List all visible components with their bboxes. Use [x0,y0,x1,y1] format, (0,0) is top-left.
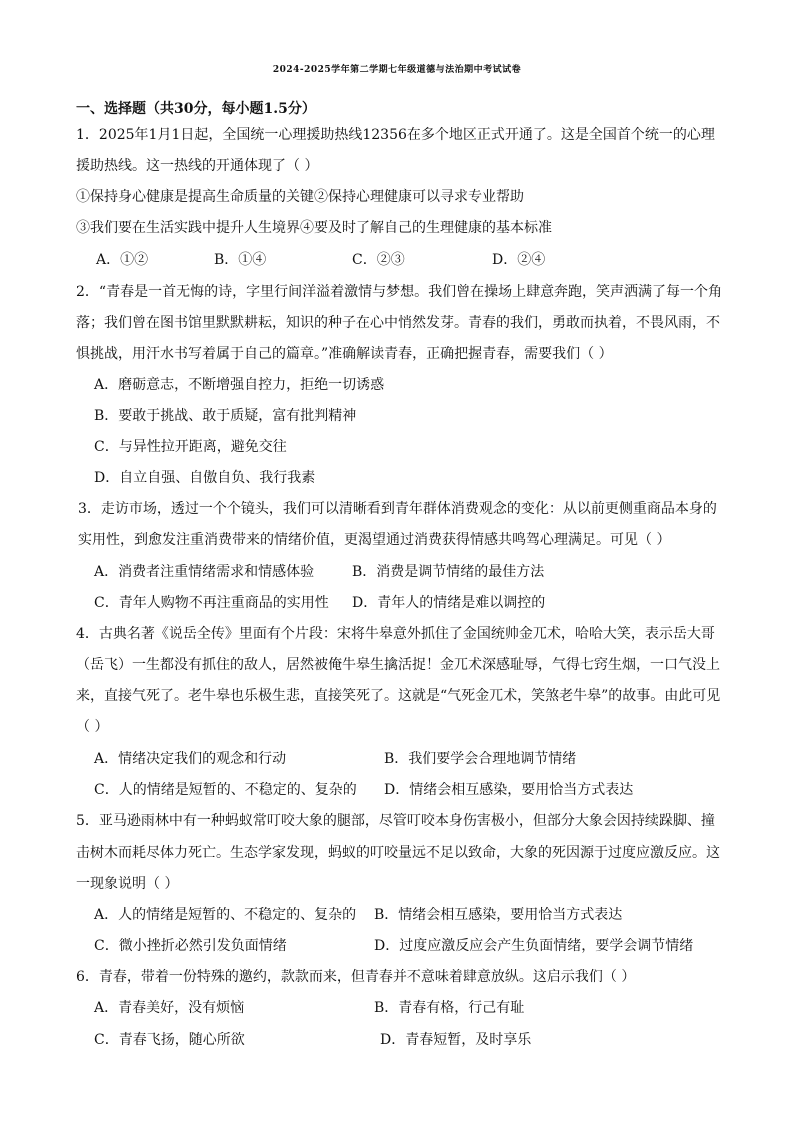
q3-line-1: 3．走访市场，透过一个个镜头，我们可以清晰看到青年群体消费观念的变化：从以前更侧重商品本身的 [78,501,717,517]
q4-line-3: 来，直接气死了。老牛皋也乐极生悲，直接笑死了。这就是“气死金兀术，笑煞老牛皋”的故事。由此可见 [76,688,721,704]
q2-option-a: A．磨砺意志，不断增强自控力，拒绝一切诱惑 [94,377,385,393]
q5-line-1: 5．亚马逊雨林中有一种蚂蚁常叮咬大象的腿部，尽管叮咬本身伤害极小，但部分大象会因持续跺脚、撞 [76,813,715,829]
q5-option-d: D．过度应激反应会产生负面情绪，要学会调节情绪 [374,938,694,954]
q4-line-4: （ ） [76,719,109,735]
q2-option-b: B．要敢于挑战、敢于质疑，富有批判精神 [94,408,357,424]
q3-line-2: 实用性，到愈发注重消费带来的情绪价值，更渴望通过消费获得情感共鸣驾心理满足。可见（ ） [78,532,671,548]
q4-line-1: 4．古典名著《说岳全传》里面有个片段：宋将牛皋意外抓住了金国统帅金兀术，哈哈大笑，表示岳大哥 [76,626,715,642]
q4-option-c: C．人的情绪是短暂的、不稳定的、复杂的 [94,782,357,798]
q3-option-b: B．消费是调节情绪的最佳方法 [352,564,545,580]
q2-option-d: D．自立自强、自傲自负、我行我素 [94,470,316,486]
q1-statement-1-2: ①保持身心健康是提高生命质量的关键②保持心理健康可以寻求专业帮助 [76,189,524,205]
q1-option-c: C．②③ [352,252,405,268]
q1-line-2: 援助热线。这一热线的开通体现了（ ） [76,158,319,174]
q5-option-c: C．微小挫折必然引发负面情绪 [94,938,287,954]
section-heading: 一、选择题（共30分，每小题1.5分） [76,101,316,117]
q2-line-3: 惧挑战，用汗水书写着属于自己的篇章。”准确解读青春，正确把握青春，需要我们（ ） [76,346,613,362]
page-title: 2024-2025学年第二学期七年级道德与法治期中考试试卷 [272,65,522,75]
q1-option-b: B．①④ [214,252,267,268]
q6-option-b: B．青春有格，行己有耻 [374,1000,525,1016]
q1-line-1: 1．2025年1月1日起，全国统一心理援助热线12356在多个地区正式开通了。这是全国首个统一的心理 [76,127,715,143]
q3-option-c: C．青年人购物不再注重商品的实用性 [94,595,329,611]
q6-option-c: C．青春飞扬，随心所欲 [94,1032,245,1048]
q5-option-b: B．情绪会相互感染，要用恰当方式表达 [374,907,623,923]
q1-option-d: D．②④ [492,252,546,268]
q4-option-b: B．我们要学会合理地调节情绪 [384,751,577,767]
q1-option-a: A．①② [96,252,149,268]
q4-line-2: （岳飞）一生都没有抓住的敌人，居然被俺牛皋生擒活捉！金兀术深感耻辱，气得七窍生烟，一口气没上 [76,657,720,673]
q3-option-d: D．青年人的情绪是难以调控的 [352,595,546,611]
q6-option-d: D．青春短暂，及时享乐 [380,1032,532,1048]
q6-line-1: 6．青春，带着一份特殊的邀约，款款而来，但青春并不意味着肆意放纵。这启示我们（ ） [76,969,636,985]
q2-option-c: C．与异性拉开距离，避免交往 [94,439,287,455]
q2-line-2: 落；我们曾在图书馆里默默耕耘，知识的种子在心中悄然发芽。青春的我们，勇敢而执着，不畏风雨，不 [76,315,720,331]
q5-line-3: 一现象说明（ ） [76,876,179,892]
q2-line-1: 2．“青春是一首无悔的诗，字里行间洋溢着激情与梦想。我们曾在操场上肆意奔跑，笑声洒满了每一个角 [76,284,723,300]
q6-option-a: A．青春美好，没有烦恼 [94,1000,245,1016]
q5-line-2: 击树木而耗尽体力死亡。生态学家发现，蚂蚁的叮咬量远不足以致命，大象的死因源于过度应激反应。这 [76,845,720,861]
q1-statement-3-4: ③我们要在生活实践中提升人生境界④要及时了解自己的生理健康的基本标准 [76,220,552,236]
q5-option-a: A．人的情绪是短暂的、不稳定的、复杂的 [94,907,357,923]
q3-option-a: A．消费者注重情绪需求和情感体验 [94,564,315,580]
q4-option-d: D．情绪会相互感染，要用恰当方式表达 [384,782,634,798]
q4-option-a: A．情绪决定我们的观念和行动 [94,751,287,767]
